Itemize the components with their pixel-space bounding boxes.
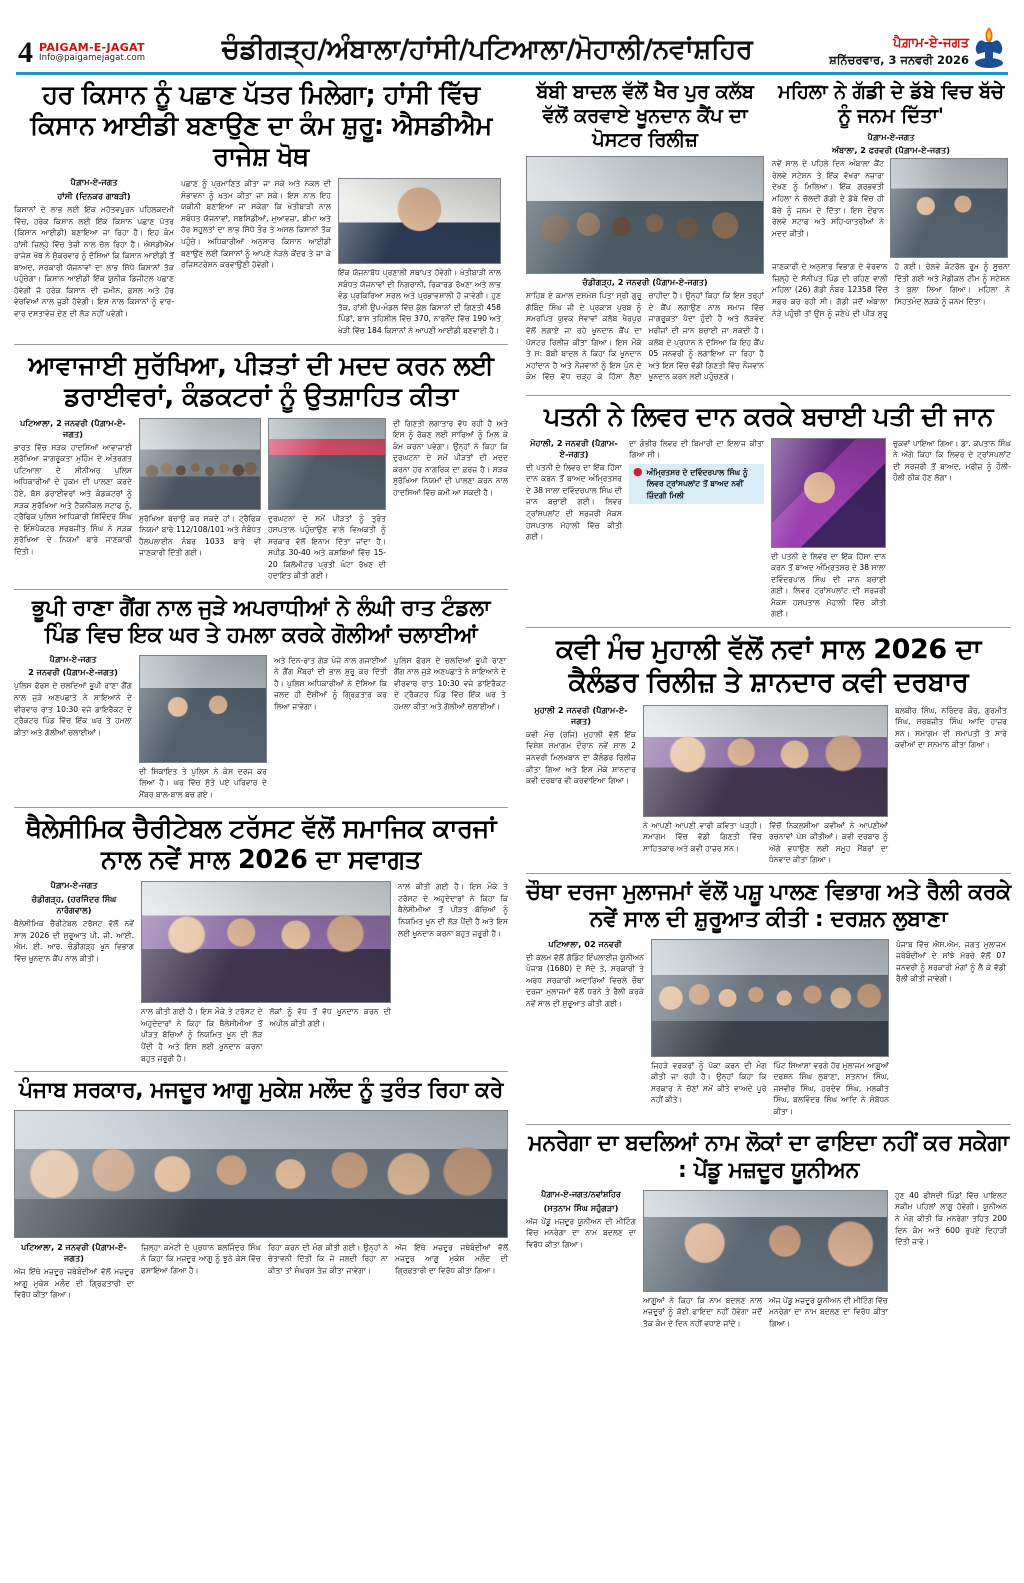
article-farmer-id xyxy=(14,80,508,337)
divider-7 xyxy=(526,873,1011,874)
body-bhupi-1: ਪੁਲਿਸ ਫੋਰਸ ਦੇ ਚਲਦਿਆਂ ਭੂਪੀ ਰਾਣਾ ਗੈਂਗ ਨਾਲ ਜੁੜੇ ਅਣਪਛਾਤੇ ਨੇ ਸ਼ਾਇਆਨੇ ਦੇ ਵੀਰਵਾਰ ਰਾਤ 10:30 ਵਜੇ ਡਾਇਰੈਕਟ ਦੇ ਟ੍ਰੈਕਟਰ ਪਿੰਡ ਵਿੱਚ ਇੱਕ ਘਰ ਤੇ ਹਮਲਾ ਕੀਤਾ ਅਤੇ ਗੋਲੀਆਂ ਚਲਾਈਆਂ। xyxy=(14,681,132,737)
photo-sdm-officer xyxy=(338,178,501,264)
body-birth-2: ਜਾਣਕਾਰੀ ਦੇ ਅਨੁਸਾਰ ਵਿਭਾਗ ਦੇ ਵੇਰਵਾਨ ਜ਼ਿਲ੍ਹੇ ਦੇ ਸੋਨੀਪਤ ਪਿੰਡ ਦੀ ਰਹਿਣ ਵਾਲੀ ਮਹਿਲਾ (26) ਗੱਡੀ ਨੰਬਰ 12358 ਵਿੱਚ ਸਫ਼ਰ ਕਰ ਰਹੀ ਸੀ। ਗੱਡੀ ਜਦੋਂ ਅੰਬਾਲਾ ਨੇੜੇ ਪਹੁੰਚੀ ਤਾਂ ਉਸ ਨੂੰ ਜਣੇਪੇ ਦੀ ਪੀੜ ਸ਼ੁਰੂ ਹੋ ਗਈ। ਰੇਲਵੇ ਕੰਟਰੋਲ ਰੂਮ ਨੂੰ ਸੂਚਨਾ ਦਿੱਤੀ ਗਈ ਅਤੇ ਮੈਡੀਕਲ ਟੀਮ ਨੂੰ ਸਟੇਸ਼ਨ ਤੇ ਬੁਲਾ ਲਿਆ ਗਿਆ। ਮਹਿਲਾ ਨੇ ਸਿਹਤਮੰਦ ਲੜਕੇ ਨੂੰ ਜਨਮ ਦਿੱਤਾ। xyxy=(772,262,1010,318)
body-mn-4: ਹੁਣ 40 ਫੀਸਦੀ ਪਿੰਡਾਂ ਵਿੱਚ ਪਾਇਲਟ ਸਕੀਮ ਪਹਿਲਾਂ ਲਾਗੂ ਹੋਵੇਗੀ। ਯੂਨੀਅਨ ਨੇ ਮੰਗ ਕੀਤੀ ਕਿ ਮਨਰੇਗਾ ਤਹਿਤ 200 ਦਿਨ ਕੰਮ ਅਤੇ 600 ਰੁਪਏ ਦਿਹਾੜੀ ਦਿੱਤੀ ਜਾਵੇ। xyxy=(895,1190,1007,1247)
body-thal-3: ਲੋਕਾਂ ਨੂੰ ਵੱਧ ਤੋਂ ਵੱਧ ਖੂਨਦਾਨ ਕਰਨ ਦੀ ਅਪੀਲ ਕੀਤੀ ਗਈ। xyxy=(269,1007,391,1028)
dateline-liver: ਮੋਹਾਲੀ, 2 ਜਨਵਰੀ (ਪੈਗ਼ਾਮ-ਏ-ਜਗਤ) xyxy=(530,437,618,459)
body-thal-4: ਨਾਲ ਕੀਤੀ ਗਈ ਹੈ। ਇਸ ਮੌਕੇ ਤੇ ਟਰੱਸਟ ਦੇ ਅਹੁਦੇਦਾਰਾਂ ਨੇ ਕਿਹਾ ਕਿ ਥੈਲੇਸੀਮੀਆ ਤੋਂ ਪੀੜਤ ਬੱਚਿਆਂ ਨੂੰ ਨਿਯਮਿਤ ਖੂਨ ਦੀ ਲੋੜ ਪੈਂਦੀ ਹੈ ਅਤੇ ਇਸ ਲਈ ਖੂਨਦਾਨ ਕਰਨਾ ਬਹੁਤ ਜ਼ਰੂਰੀ ਹੈ। xyxy=(398,882,508,938)
body-traffic-3: ਸੁਰੱਖਿਆ ਬਚਾਉ ਕਰ ਸਕਦੇ ਹਾਂ। ਟ੍ਰੈਫਿਕ ਨਿਯਮਾਂ ਬਾਰੇ 112/108/101 ਅਤੇ ਸੰਬੰਧਤ ਹੈਲਪਲਾਈਨ ਨੰਬਰ 1033 ਬਾਰੇ ਵੀ ਜਾਣਕਾਰੀ ਦਿੱਤੀ ਗਈ। xyxy=(139,513,261,558)
headline-traffic-safety: ਆਵਾਜਾਈ ਸੁਰੱਖਿਆ, ਪੀੜਤਾਂ ਦੀ ਮਦਦ ਕਰਨ ਲਈ ਡਰਾਈਵਰਾਂ, ਕੰਡਕਟਰਾਂ ਨੂੰ ਉਤਸ਼ਾਹਿਤ ਕੀਤਾ xyxy=(28,350,494,412)
photo-newborn xyxy=(890,158,1008,258)
body-fc-4: ਪੰਜਾਬ ਵਿੱਚ ਐਸ.ਐਮ. ਜਗਤ ਮੁਲਾਜਮ ਜਥੇਬੰਦੀਆਂ ਦੇ ਸਾਂਝੇ ਮੋਰਚੇ ਵੱਲੋਂ 07 ਜਨਵਰੀ ਨੂੰ ਸਰਕਾਰੀ ਮੰਗਾਂ ਨੂੰ ਲੈ ਕੇ ਵੱਡੀ ਰੈਲੀ ਕੀਤੀ ਜਾਵੇਗੀ। xyxy=(896,939,1006,984)
body-khairpur: ਸਾਹਿਬ ਏ ਕਮਾਲ ਦਸਮੇਸ਼ ਪਿਤਾ ਸ੍ਰੀ ਗੁਰੂ ਗੋਬਿੰਦ ਸਿੰਘ ਜੀ ਦੇ ਪ੍ਰਕਾਸ਼ ਪੁਰਬ ਨੂੰ ਸਮਰਪਿਤ ਯੁਵਕ ਸੇਵਾਵਾਂ ਕਲੱਬ ਖੈਰਪੁਰ ਵੱਲੋਂ ਲਗਾਏ ਜਾ ਰਹੇ ਖੂਨਦਾਨ ਕੈਂਪ ਦਾ ਪੋਸਟਰ ਰਿਲੀਜ਼ ਕੀਤਾ ਗਿਆ। ਇਸ ਮੌਕੇ ਤੇ ਸ: ਬੱਬੀ ਬਾਦਲ ਨੇ ਕਿਹਾ ਕਿ ਖੂਨਦਾਨ ਮਹਾਂਦਾਨ ਹੈ ਅਤੇ ਨੌਜਵਾਨਾਂ ਨੂੰ ਇਸ ਪੁੰਨ ਦੇ ਕੰਮ ਵਿੱਚ ਵੱਧ ਚੜ੍ਹ ਕੇ ਹਿੱਸਾ ਲੈਣਾ ਚਾਹੀਦਾ ਹੈ। ਉਨ੍ਹਾਂ ਕਿਹਾ ਕਿ ਇਸ ਤਰ੍ਹਾਂ ਦੇ ਕੈਂਪ ਲਗਾਉਣ ਨਾਲ ਸਮਾਜ ਵਿੱਚ ਜਾਗਰੂਕਤਾ ਪੈਦਾ ਹੁੰਦੀ ਹੈ ਅਤੇ ਲੋੜਵੰਦ ਮਰੀਜ਼ਾਂ ਦੀ ਜਾਨ ਬਚਾਈ ਜਾ ਸਕਦੀ ਹੈ। ਕਲੱਬ ਦੇ ਪ੍ਰਧਾਨ ਨੇ ਦੱਸਿਆ ਕਿ ਇਹ ਕੈਂਪ 05 ਜਨਵਰੀ ਨੂੰ ਲਗਾਇਆ ਜਾ ਰਿਹਾ ਹੈ ਅਤੇ ਇਸ ਵਿੱਚ ਵੱਡੀ ਗਿਣਤੀ ਵਿੱਚ ਨੌਜਵਾਨ ਖੂਨਦਾਨ ਕਰਨ ਲਈ ਪਹੁੰਚਣਗੇ। xyxy=(526,291,764,382)
masthead-right-text xyxy=(829,36,969,68)
dateline-kavi: ਮੁਹਾਲੀ 2 ਜਨਵਰੀ (ਪੈਗ਼ਾਮ-ਏ-ਜਗਤ) xyxy=(534,704,628,726)
headline-khairpur: ਬੱਬੀ ਬਾਦਲ ਵੱਲੋਂ ਖੈਰ ਪੁਰ ਕਲੱਬ ਵੱਲੋਂ ਕਰਵਾਏ ਖੂਨਦਾਨ ਕੈਂਪ ਦਾ ਪੋਸਟਰ ਰਿਲੀਜ਼ xyxy=(536,80,754,151)
masthead-divider xyxy=(16,72,1008,75)
divider-8 xyxy=(526,1124,1011,1125)
body-fc-1: ਦੀ ਕਲਮ ਵੱਲੋਂ ਗੋਡਿੰਟ ਇੰਪਲਾਈਜ਼ ਯੂਨੀਅਨ ਪੰਜਾਬ (1680) ਦੇ ਸੱਦੇ ਤੇ, ਸਰਕਾਰੀ ਤੇ ਅਰਧ ਸਰਕਾਰੀ ਅਦਾਰਿਆਂ ਵਿਚਲੇ ਚੌਥਾ ਦਰਜਾ ਮੁਲਾਜਮਾਂ ਵੱਲੋਂ ਧਰਨੇ ਤੇ ਰੈਲੀ ਕਰਕੇ ਨਵੇਂ ਸਾਲ ਦੀ ਸ਼ੁਰੂਆਤ ਕੀਤੀ ਗਈ। xyxy=(526,952,644,1008)
photo-doctor-interview xyxy=(771,438,886,548)
article-thalassemic-trust xyxy=(14,814,508,1064)
body-pg-4: ਅੱਜ ਇੱਥੇ ਮਜ਼ਦੂਰ ਜਥੇਬੰਦੀਆਂ ਵੱਲੋਂ ਮਜ਼ਦੂਰ ਆਗੂ ਮੁਕੇਸ਼ ਮਲੌਦ ਦੀ ਗ੍ਰਿਫ਼ਤਾਰੀ ਦਾ ਵਿਰੋਧ ਕੀਤਾ ਗਿਆ। xyxy=(395,1242,508,1275)
torch-logo-icon xyxy=(972,26,1006,68)
headline-birth-train: ਮਹਿਲਾ ਨੇ ਗੱਡੀ ਦੇ ਡੱਬੇ ਵਿਚ ਬੱਚੇ ਨੂੰ ਜਨਮ ਦਿੱਤਾ' xyxy=(778,80,1004,127)
body-mn-3: ਅੱਜ ਪੇਂਡੂ ਮਜ਼ਦੂਰ ਯੂਨੀਅਨ ਦੀ ਮੀਟਿੰਗ ਵਿੱਚ ਮਨਰੇਗਾ ਦਾ ਨਾਮ ਬਦਲਣ ਦਾ ਵਿਰੋਧ ਕੀਤਾ ਗਿਆ। xyxy=(769,1295,888,1328)
body-farmer-id-3: ਇੱਕ ਯੋਜਨਾਬੱਧ ਪ੍ਰਣਾਲੀ ਸਥਾਪਤ ਹੋਵੇਗੀ। ਖੇਤੀਬਾੜੀ ਨਾਲ ਸਬੰਧਤ ਯੋਜਨਾਵਾਂ ਦੀ ਨਿਗਰਾਨੀ, ਰਿਕਾਰਡ ਰੱਖਣਾ ਅਤੇ ਲਾਭ ਵੰਡ ਪ੍ਰਕਿਰਿਆ ਸਰਲ ਅਤੇ ਪ੍ਰਭਾਵਸ਼ਾਲੀ ਹੋ ਜਾਵੇਗੀ। ਹੁਣ ਤੱਕ, ਹਾਂਸੀ ਉਪ-ਮੰਡਲ ਵਿੱਚ ਕੁੱਲ ਕਿਸਾਨਾਂ ਦੀ ਗਿਣਤੀ 458 ਪਿੰਡਾਂ, ਬਾਸ ਤਹਿਸੀਲ ਵਿੱਚ 370, ਨਾਰਨੌਂਦ ਵਿੱਚ 190 ਅਤੇ ਖੇੜੀ ਵਿੱਚ 184 ਕਿਸਾਨਾਂ ਨੇ ਆਪਣੀ ਆਈਡੀ ਬਣਵਾਈ ਹੈ। xyxy=(338,268,501,335)
divider-2 xyxy=(14,589,508,590)
divider-6 xyxy=(526,627,1011,628)
body-kavi-3: ਵਿੱਚੋਂ ਨਿਕਲਸ਼ੀਆ ਕਵੀਆਂ ਨੇ ਆਪਣੀਆਂ ਰਚਨਾਵਾਂ ਪੇਸ਼ ਕੀਤੀਆਂ। ਕਵੀ ਦਰਬਾਰ ਨੂੰ ਅੱਗੇ ਵਧਾਉਣ ਲਈ ਸਮੂਹ ਮੈਂਬਰਾਂ ਦਾ ਧੰਨਵਾਦ ਕੀਤਾ ਗਿਆ। xyxy=(769,820,888,865)
publication-date: ਸ਼ਨਿੱਚਰਵਾਰ, 3 ਜਨਵਰੀ 2026 xyxy=(829,53,969,68)
dateline-manrega: (ਸਤਨਾਮ ਸਿੰਘ ਸਹੁੰਗੜਾ) xyxy=(543,1202,619,1213)
body-traffic-4: ਦੁਰਘਟਨਾ ਦੇ ਸਮੇਂ ਪੀੜਤਾਂ ਨੂੰ ਤੁਰੰਤ ਹਸਪਤਾਲ ਪਹੁੰਚਾਉਣ ਵਾਲੇ ਵਿਅਕਤੀ ਨੂੰ ਸਰਕਾਰ ਵੱਲੋਂ ਇਨਾਮ ਦਿੱਤਾ ਜਾਂਦਾ ਹੈ। ਸਪੀਡ 30-40 ਅਤੇ ਕਸਬਿਆਂ ਵਿੱਚ 15-20 ਕਿਲੋਮੀਟਰ ਪ੍ਰਤੀ ਘੰਟਾ ਰੱਖਣ ਦੀ ਹਦਾਇਤ ਕੀਤੀ ਗਈ। xyxy=(268,513,386,581)
body-traffic-2: ਦੀ ਗਿਣਤੀ ਲਗਾਤਾਰ ਵੱਧ ਰਹੀ ਹੈ ਅਤੇ ਇਸ ਨੂੰ ਰੋਕਣ ਲਈ ਸਾਰਿਆਂ ਨੂੰ ਮਿਲ ਕੇ ਕੰਮ ਕਰਨਾ ਪਵੇਗਾ। ਉਨ੍ਹਾਂ ਨੇ ਕਿਹਾ ਕਿ ਦੁਰਘਟਨਾ ਦੇ ਸਮੇਂ ਪੀੜਤਾਂ ਦੀ ਮਦਦ ਕਰਨਾ ਹਰ ਨਾਗਰਿਕ ਦਾ ਫ਼ਰਜ਼ ਹੈ। ਸੜਕ ਸੁਰੱਖਿਆ ਨਿਯਮਾਂ ਦੀ ਪਾਲਣਾ ਕਰਨ ਨਾਲ ਹਾਦਸਿਆਂ ਵਿੱਚ ਕਮੀ ਆ ਸਕਦੀ ਹੈ। xyxy=(393,418,508,497)
divider-5 xyxy=(526,395,1011,396)
divider-4 xyxy=(14,1071,508,1072)
article-punjab-govt xyxy=(14,1078,508,1301)
headline-punjab-govt: ਪੰਜਾਬ ਸਰਕਾਰ, ਮਜਦੂਰ ਆਗੂ ਮੁਕੇਸ਼ ਮਲੌਦ ਨੂੰ ਤੁਰੰਤ ਰਿਹਾ ਕਰੇ xyxy=(19,1078,503,1104)
body-bhupi-2: ਦੀ ਸ਼ਿਕਾਇਤ ਤੇ ਪੁਲਿਸ ਨੇ ਕੇਸ ਦਰਜ ਕਰ ਲਿਆ ਹੈ। ਘਰ ਵਿੱਚ ਸੁੱਤੇ ਪਏ ਪਰਿਵਾਰ ਦੇ ਮੈਂਬਰ ਬਾਲ-ਬਾਲ ਬਚ ਗਏ। xyxy=(139,766,267,799)
byline-manrega: ਪੈਗ਼ਾਮ-ਏ-ਜਗਤ/ਨਵਾਂਸ਼ਹਿਰ xyxy=(541,1189,621,1199)
body-liver-3: ਚੁਕਵਾਂ ਪਾਇਆ ਗਿਆ। ਡਾ. ਕਪਤਾਨ ਸਿੰਘ ਨੇ ਅੱਗੇ ਕਿਹਾ ਕਿ ਲਿਵਰ ਦੇ ਟ੍ਰਾਂਸਪਲਾਂਟ ਦੀ ਸਰਜਰੀ ਤੋਂ ਬਾਅਦ, ਮਰੀਜ਼ ਨੂੰ ਹੌਲੀ-ਹੌਲੀ ਠੀਕ ਹੋਣ ਲੱਗਾ। xyxy=(893,438,1011,483)
article-kavi-manch xyxy=(526,634,1011,866)
brand-name-english: PAIGAM-E-JAGAT xyxy=(39,40,145,54)
body-bhupi-3: ਅਤੇ ਦਿਨ-ਰਾਤ ਗੇੜ ਪੰਜੇ ਨਾਲ ਗਜਾਈਆਂ ਨੇ ਗੈਂਗ ਮੈਂਬਰਾਂ ਦੀ ਭਾਲ ਸ਼ੁਰੂ ਕਰ ਦਿੱਤੀ ਹੈ। ਪੁਲਿਸ ਅਧਿਕਾਰੀਆਂ ਨੇ ਦੱਸਿਆ ਕਿ ਜਲਦ ਹੀ ਦੋਸ਼ੀਆਂ ਨੂੰ ਗ੍ਰਿਫ਼ਤਾਰ ਕਰ ਲਿਆ ਜਾਵੇਗਾ। xyxy=(274,655,387,711)
callout-text: ਅੰਮ੍ਰਿਤਸਰ ਦੇ ਦਵਿੰਦਰਪਾਲ ਸਿੰਘ ਨੂੰ ਲਿਵਰ ਟ੍ਰਾਂਸਪਲਾਂਟ ਤੋਂ ਬਾਅਦ ਨਵੀਂ ਜ਼ਿੰਦਗੀ ਮਿਲੀ xyxy=(646,467,748,500)
byline-thalassemic: ਪੈਗ਼ਾਮ-ਏ-ਜਗਤ xyxy=(50,881,98,891)
body-farmer-id-1: ਕਿਸਾਨਾਂ ਦੇ ਲਾਭ ਲਈ ਇੱਕ ਮਹੱਤਵਪੂਰਨ ਪਹਿਲਕਦਮੀ ਵਿੱਚ, ਹਰੇਕ ਕਿਸਾਨ ਲਈ ਇੱਕ ਕਿਸਾਨ ਪਛਾਣ ਪੱਤਰ (ਕਿਸਾਨ ਆਈਡੀ) ਬਣਾਇਆ ਜਾ ਰਿਹਾ ਹੈ। ਇਹ ਕੰਮ ਹਾਂਸੀ ਜ਼ਿਲ੍ਹੇ ਵਿੱਚ ਤੇਜ਼ੀ ਨਾਲ ਚੱਲ ਰਿਹਾ ਹੈ। ਐਸਡੀਐਮ ਰਾਜੇਸ਼ ਖੋਥ ਨੇ ਸ਼ੁੱਕਰਵਾਰ ਨੂੰ ਦੱਸਿਆ ਕਿ ਕਿਸਾਨ ਆਈਡੀ ਤੋਂ ਬਾਅਦ, ਸਰਕਾਰੀ ਯੋਜਨਾਵਾਂ ਦਾ ਲਾਭ ਸਿੱਧੇ ਕਿਸਾਨਾਂ ਤੱਕ ਪਹੁੰਚੇਗਾ। ਕਿਸਾਨ ਆਈਡੀ ਇੱਕ ਯੂਨੀਕ ਡਿਜੀਟਲ ਪਛਾਣ ਹੋਵੇਗੀ ਜੋ ਹਰੇਕ ਕਿਸਾਨ ਦੀ ਜ਼ਮੀਨ, ਫ਼ਸਲ ਅਤੇ ਹੋਰ ਵੇਰਵਿਆਂ ਨਾਲ ਜੁੜੀ ਹੋਵੇਗੀ। ਇਸ ਨਾਲ ਕਿਸਾਨਾਂ ਨੂੰ ਵਾਰ-ਵਾਰ ਦਸਤਾਵੇਜ਼ ਦੇਣ ਦੀ ਲੋੜ ਨਹੀਂ ਪਵੇਗੀ। xyxy=(14,205,174,318)
body-pg-2: ਜ਼ਿਲ੍ਹਾ ਕਮੇਟੀ ਦੇ ਪ੍ਰਧਾਨ ਬਲਜਿੰਦਰ ਸਿੰਘ ਨੇ ਕਿਹਾ ਕਿ ਮਜ਼ਦੂਰ ਆਗੂ ਨੂੰ ਝੂਠੇ ਕੇਸ ਵਿੱਚ ਫਸਾਇਆ ਗਿਆ ਹੈ। xyxy=(141,1242,261,1275)
headline-thalassemic: ਥੈਲੇਸੀਮਿਕ ਚੈਰੀਟੇਬਲ ਟਰੱਸਟ ਵੱਲੋਂ ਸਮਾਜਿਕ ਕਾਰਜਾਂ ਨਾਲ ਨਵੇਂ ਸਾਲ 2026 ਦਾ ਸਵਾਗਤ xyxy=(25,814,497,876)
byline-farmer-id: ਪੈਗ਼ਾਮ-ਏ-ਜਗਤ xyxy=(70,178,118,188)
callout-liver-highlight xyxy=(629,464,764,504)
headline-kavi-manch: ਕਵੀ ਮੰਚ ਮੁਹਾਲੀ ਵੱਲੋਂ ਨਵਾਂ ਸਾਲ 2026 ਦਾ ਕੈਲੰਡਰ ਰਿਲੀਜ਼ ਤੇ ਸ਼ਾਨਦਾਰ ਕਵੀ ਦਰਬਾਰ xyxy=(556,633,981,698)
photo-labour-protest xyxy=(14,1110,508,1238)
masthead xyxy=(14,10,1010,68)
article-fourth-class-employees xyxy=(526,880,1011,1117)
paper-name-punjabi: ਪੈਗ਼ਾਮ-ਏ-ਜਗਤ xyxy=(893,36,969,52)
headline-bhupi-rana: ਭੂਪੀ ਰਾਣਾ ਗੈਂਗ ਨਾਲ ਜੁੜੇ ਅਪਰਾਧੀਆਂ ਨੇ ਲੰਘੀ ਰਾਤ ਟੰਡਲਾ ਪਿੰਡ ਵਿਚ ਇਕ ਘਰ ਤੇ ਹਮਲਾ ਕਰਕੇ ਗੋਲੀਆਂ ਚਲਾਈਆਂ xyxy=(32,595,490,648)
headline-liver-donation: ਪਤਨੀ ਨੇ ਲਿਵਰ ਦਾਨ ਕਰਕੇ ਬਚਾਈ ਪਤੀ ਦੀ ਜਾਨ xyxy=(543,401,993,432)
body-pg-1: ਅੱਜ ਇੱਥੇ ਮਜ਼ਦੂਰ ਜਥੇਬੰਦੀਆਂ ਵੱਲੋਂ ਮਜ਼ਦੂਰ ਆਗੂ ਮੁਕੇਸ਼ ਮਲੌਦ ਦੀ ਗ੍ਰਿਫ਼ਤਾਰੀ ਦਾ ਵਿਰੋਧ ਕੀਤਾ ਗਿਆ। xyxy=(14,1267,134,1300)
photo-crime-scene xyxy=(139,655,267,763)
left-column xyxy=(14,80,508,1570)
article-traffic-safety xyxy=(14,351,508,582)
body-bhupi-4: ਪੁਲਿਸ ਫੋਰਸ ਦੇ ਚਲਦਿਆਂ ਭੂਪੀ ਰਾਣਾ ਗੈਂਗ ਨਾਲ ਜੁੜੇ ਅਣਪਛਾਤੇ ਨੇ ਸ਼ਾਇਆਨੇ ਦੇ ਵੀਰਵਾਰ ਰਾਤ 10:30 ਵਜੇ ਡਾਇਰੈਕਟ ਦੇ ਟ੍ਰੈਕਟਰ ਪਿੰਡ ਵਿੱਚ ਇੱਕ ਘਰ ਤੇ ਹਮਲਾ ਕੀਤਾ ਅਤੇ ਗੋਲੀਆਂ ਚਲਾਈਆਂ। xyxy=(394,655,507,711)
article-bhupi-rana xyxy=(14,596,508,800)
body-fc-2: ਜਿਹੜੇ ਵਰਕਰਾਂ ਨੂੰ ਪੱਕਾ ਕਰਨ ਦੀ ਮੰਗ ਕੀਤੀ ਜਾ ਰਹੀ ਹੈ। ਉਨ੍ਹਾਂ ਕਿਹਾ ਕਿ ਸਰਕਾਰ ਨੇ ਚੋਣਾਂ ਸਮੇਂ ਕੀਤੇ ਵਾਅਦੇ ਪੂਰੇ ਨਹੀਂ ਕੀਤੇ। xyxy=(651,1060,767,1105)
article-manrega xyxy=(526,1131,1011,1329)
article-khairpur-blood-camp xyxy=(526,80,764,383)
headline-farmer-id: ਹਰ ਕਿਸਾਨ ਨੂੰ ਪਛਾਣ ਪੱਤਰ ਮਿਲੇਗਾ; ਹਾਂਸੀ ਵਿੱਚ ਕਿਸਾਨ ਆਈਡੀ ਬਣਾਉਣ ਦਾ ਕੰਮ ਸ਼ੁਰੂ: ਐਸਡੀਐਮ ਰਾਜੇਸ਼ ਖੋਥ xyxy=(30,80,492,173)
body-mn-1: ਅੱਜ ਪੇਂਡੂ ਮਜ਼ਦੂਰ ਯੂਨੀਅਨ ਦੀ ਮੀਟਿੰਗ ਵਿੱਚ ਮਨਰੇਗਾ ਦਾ ਨਾਮ ਬਦਲਣ ਦਾ ਵਿਰੋਧ ਕੀਤਾ ਗਿਆ। xyxy=(526,1216,636,1249)
photo-calendar-release xyxy=(643,705,888,817)
bullet-point-icon: ● xyxy=(633,464,643,478)
photo-employee-rally xyxy=(651,939,889,1057)
divider-1 xyxy=(14,344,508,345)
right-column xyxy=(526,80,1011,1570)
body-kavi-2: ਨੇ ਆਪਣੀ ਆਪਣੀ ਵਾਰੀ ਕਵਿਤਾ ਪੜ੍ਹੀ। ਸਮਾਗਮ ਵਿੱਚ ਵੱਡੀ ਗਿਣਤੀ ਵਿੱਚ ਸਾਹਿਤਕਾਰ ਅਤੇ ਕਵੀ ਹਾਜ਼ਰ ਸਨ। xyxy=(643,820,762,853)
byline-birth-train: ਪੈਗ਼ਾਮ-ਏ-ਜਗਤ xyxy=(867,132,915,142)
dateline-thalassemic: ਚੰਡੀਗੜ੍ਹ, (ਹਰਜਿੰਦਰ ਸਿੰਘ ਨਾਰੰਗਵਾਲ) xyxy=(31,894,117,916)
body-pg-3: ਰਿਹਾ ਕਰਨ ਦੀ ਮੰਗ ਕੀਤੀ ਗਈ। ਉਨ੍ਹਾਂ ਨੇ ਚੇਤਾਵਨੀ ਦਿੱਤੀ ਕਿ ਜੇ ਜਲਦੀ ਰਿਹਾ ਨਾ ਕੀਤਾ ਤਾਂ ਸੰਘਰਸ਼ ਤੇਜ਼ ਕੀਤਾ ਜਾਵੇਗਾ। xyxy=(268,1242,388,1275)
dateline-fourth-class: ਪਟਿਆਲਾ, 02 ਜਨਵਰੀ xyxy=(548,938,622,949)
dateline-punjab-govt: ਪਟਿਆਲਾ, 2 ਜਨਵਰੀ (ਪੈਗ਼ਾਮ-ਏ-ਜਗਤ) xyxy=(21,1241,127,1263)
top-right-stories xyxy=(526,80,1011,390)
edition-list: ਚੰਡੀਗੜ੍ਹ/ਅੰਬਾਲਾ/ਹਾਂਸੀ/ਪਟਿਆਲਾ/ਮੋਹਾਲੀ/ਨਵਾਂਸ਼ਹਿਰ xyxy=(221,34,753,65)
divider-3 xyxy=(14,807,508,808)
masthead-brand-block xyxy=(39,42,145,64)
photo-union-meeting xyxy=(643,1190,888,1292)
page-number: 4 xyxy=(18,36,33,69)
headline-manrega: ਮਨਰੇਗਾ ਦਾ ਬਦਲਿਆਂ ਨਾਮ ਲੋਕਾਂ ਦਾ ਫਾਇਦਾ ਨਹੀਂ ਕਰ ਸਕੇਗਾ : ਪੇਂਡੂ ਮਜ਼ਦੂਰ ਯੂਨੀਅਨ xyxy=(528,1131,1009,1184)
contact-email: Info@paigamejagat.com xyxy=(39,53,146,64)
page-columns xyxy=(14,80,1010,1570)
dateline-bhupi: 2 ਜਨਵਰੀ (ਪੈਗ਼ਾਮ-ਏ-ਜਗਤ) xyxy=(28,667,118,678)
body-liver-4: ਦੀ ਪਤਨੀ ਦੇ ਲਿਵਰ ਦਾ ਇੱਕ ਹਿੱਸਾ ਦਾਨ ਕਰਨ ਤੋਂ ਬਾਅਦ ਅੰਮ੍ਰਿਤਸਰ ਦੇ 38 ਸਾਲਾ ਦਵਿੰਦਰਪਾਲ ਸਿੰਘ ਦੀ ਜਾਨ ਬਚਾਈ ਗਈ। ਲਿਵਰ ਟ੍ਰਾਂਸਪਲਾਂਟ ਦੀ ਸਰਜਰੀ ਮੈਕਸ ਹਸਪਤਾਲ ਮੋਹਾਲੀ ਵਿੱਚ ਕੀਤੀ ਗਈ। xyxy=(771,551,886,619)
photo-poster-release xyxy=(526,156,764,274)
headline-fourth-class: ਚੌਥਾ ਦਰਜਾ ਮੁਲਾਜਮਾਂ ਵੱਲੋਂ ਪਸ਼ੂ ਪਾਲਣ ਵਿਭਾਗ ਅਤੇ ਰੈਲੀ ਕਰਕੇ ਨਵੇਂ ਸਾਲ ਦੀ ਸ਼ੁਰੂਆਤ ਕੀਤੀ : ਦਰਸ਼ਨ ਲੁਬਾਣਾ xyxy=(526,879,1011,932)
dateline-farmer-id: ਹਾਂਸੀ (ਦਿਨਕਰ ਗਾਬੜੀ) xyxy=(57,191,131,202)
body-farmer-id-2: ਪਛਾਣ ਨੂੰ ਪ੍ਰਮਾਣਿਤ ਕੀਤਾ ਜਾ ਸਕੇ ਅਤੇ ਨਕਲ ਦੀ ਸੰਭਾਵਨਾ ਨੂੰ ਖ਼ਤਮ ਕੀਤਾ ਜਾ ਸਕੇ। ਇਸ ਨਾਲ ਇਹ ਯਕੀਨੀ ਬਣਾਇਆ ਜਾ ਸਕੇਗਾ ਕਿ ਖੇਤੀਬਾੜੀ ਨਾਲ ਸਬੰਧਤ ਯੋਜਨਾਵਾਂ, ਸਬਸਿਡੀਆਂ, ਮੁਆਵਜ਼ਾ, ਬੀਮਾ ਅਤੇ ਹੋਰ ਸਹੂਲਤਾਂ ਦਾ ਲਾਭ ਸਿੱਧੇ ਤੌਰ ਤੇ ਅਸਲ ਕਿਸਾਨਾਂ ਤੱਕ ਪਹੁੰਚੇ। ਅਧਿਕਾਰੀਆਂ ਅਨੁਸਾਰ ਕਿਸਾਨ ਆਈਡੀ ਬਣਾਉਣ ਲਈ ਕਿਸਾਨਾਂ ਨੂੰ ਆਪਣੇ ਨੇੜਲੇ ਕੇਂਦਰ ਤੇ ਜਾ ਕੇ ਰਜਿਸਟਰੇਸ਼ਨ ਕਰਵਾਉਣੀ ਹੋਵੇਗੀ। xyxy=(181,179,331,270)
body-kavi-1: ਕਵੀ ਮੰਚ (ਰਜਿ) ਮੁਹਾਲੀ ਵੱਲੋਂ ਇੱਕ ਵਿਸ਼ੇਸ਼ ਸਮਾਗਮ ਦੌਰਾਨ ਨਵੇਂ ਸਾਲ 2 ਜਨਵਰੀ ਮਿਲਖਬਾਨ ਦਾ ਕੈਲੰਡਰ ਰਿਲੀਜ਼ ਕੀਤਾ ਗਿਆ ਅਤੇ ਇਸ ਮੌਕੇ ਸ਼ਾਨਦਾਰ ਕਵੀ ਦਰਬਾਰ ਵੀ ਕਰਵਾਇਆ ਗਿਆ। xyxy=(526,729,636,786)
body-fc-3: ਪਿੰਟ ਸਿਆਸਾ ਵਰਗੇ ਹੋਰ ਮੁਲਾਜਮ ਆਗੂਆਂ ਦਰਸ਼ਨ ਸਿੰਘ ਲੁਬਾਣਾ, ਸਤਨਾਮ ਸਿੰਘ, ਜਸਵੀਰ ਸਿੰਘ, ਹਰਦੇਵ ਸਿੰਘ, ਮਲਕੀਤ ਸਿੰਘ, ਬਲਵਿੰਦਰ ਸਿੰਘ ਆਦਿ ਨੇ ਸੰਬੋਧਨ ਕੀਤਾ। xyxy=(773,1060,889,1116)
photo-trust-event xyxy=(141,881,391,1003)
dateline-birth-train: ਅੰਬਾਲਾ, 2 ਫਰਵਰੀ (ਪੈਗ਼ਾਮ-ਏ-ਜਗਤ) xyxy=(831,145,951,156)
body-thal-2: ਨਾਲ ਕੀਤੀ ਗਈ ਹੈ। ਇਸ ਮੌਕੇ ਤੇ ਟਰੱਸਟ ਦੇ ਅਹੁਦੇਦਾਰਾਂ ਨੇ ਕਿਹਾ ਕਿ ਥੈਲੇਸੀਮੀਆ ਤੋਂ ਪੀੜਤ ਬੱਚਿਆਂ ਨੂੰ ਨਿਯਮਿਤ ਖੂਨ ਦੀ ਲੋੜ ਪੈਂਦੀ ਹੈ ਅਤੇ ਇਸ ਲਈ ਖੂਨਦਾਨ ਕਰਨਾ ਬਹੁਤ ਜ਼ਰੂਰੀ ਹੈ। xyxy=(141,1007,263,1063)
body-liver-1: ਦੀ ਪਤਨੀ ਦੇ ਲਿਵਰ ਦਾ ਇੱਕ ਹਿੱਸਾ ਦਾਨ ਕਰਨ ਤੋਂ ਬਾਅਦ ਅੰਮ੍ਰਿਤਸਰ ਦੇ 38 ਸਾਲਾ ਦਵਿੰਦਰਪਾਲ ਸਿੰਘ ਦੀ ਜਾਨ ਬਚਾਈ ਗਈ। ਲਿਵਰ ਟ੍ਰਾਂਸਪਲਾਂਟ ਦੀ ਸਰਜਰੀ ਮੈਕਸ ਹਸਪਤਾਲ ਮੋਹਾਲੀ ਵਿੱਚ ਕੀਤੀ ਗਈ। xyxy=(526,462,622,542)
body-birth-1: ਨਵੇਂ ਸਾਲ ਦੇ ਪਹਿਲੇ ਦਿਨ ਅੰਬਾਲਾ ਕੈਂਟ ਰੇਲਵੇ ਸਟੇਸ਼ਨ ਤੇ ਇੱਕ ਵੱਖਰਾ ਨਜ਼ਾਰਾ ਦੇਖਣ ਨੂੰ ਮਿਲਿਆ। ਇੱਕ ਗਰਭਵਤੀ ਮਹਿਲਾ ਨੇ ਚੱਲਦੀ ਗੱਡੀ ਦੇ ਡੱਬੇ ਵਿੱਚ ਹੀ ਬੱਚੇ ਨੂੰ ਜਨਮ ਦੇ ਦਿੱਤਾ। ਇਸ ਦੌਰਾਨ ਰੇਲਵੇ ਸਟਾਫ ਅਤੇ ਸਹਿ-ਯਾਤਰੀਆਂ ਨੇ ਮਦਦ ਕੀਤੀ। xyxy=(772,159,884,238)
dateline-khairpur: ਚੰਡੀਗੜ੍ਹ, 2 ਜਨਵਰੀ (ਪੈਗ਼ਾਮ-ਏ-ਜਗਤ) xyxy=(582,277,708,288)
article-birth-on-train xyxy=(772,80,1010,383)
article-liver-donation xyxy=(526,402,1011,620)
byline-bhupi: ਪੈਗ਼ਾਮ-ਏ-ਜਗਤ xyxy=(49,654,97,664)
masthead-left xyxy=(18,38,145,68)
body-kavi-4: ਬਲਬੀਰ ਸਿੰਘ, ਨਰਿੰਦਰ ਕੌਰ, ਗੁਰਮੀਤ ਸਿੰਘ, ਸਰਬਜੀਤ ਸਿੰਘ ਆਦਿ ਹਾਜ਼ਰ ਸਨ। ਸਮਾਗਮ ਦੀ ਸਮਾਪਤੀ ਤੇ ਸਾਰੇ ਕਵੀਆਂ ਦਾ ਸਨਮਾਨ ਕੀਤਾ ਗਿਆ। xyxy=(895,705,1007,750)
body-traffic-1: ਭਾਰਤ ਵਿੱਚ ਸੜਕ ਹਾਦਸਿਆਂ ਆਵਾਜਾਈ ਸੁਰੱਖਿਆ ਜਾਗਰੂਕਤਾ ਮੁਹਿੰਮ ਦੇ ਅੰਤਰਗਤ ਪਟਿਆਲਾ ਦੇ ਸੀਨੀਅਰ ਪੁਲਿਸ ਅਧਿਕਾਰੀਆਂ ਦੇ ਹੁਕਮ ਦੀ ਪਾਲਣਾ ਕਰਦੇ ਹੋਏ, ਬੱਸ ਡਰਾਈਵਰਾਂ ਅਤੇ ਕੰਡਕਟਰਾਂ ਨੂੰ ਸੜਕ ਸੁਰੱਖਿਆ ਅਤੇ ਟੈਕਨੀਕਲ ਸਟਾਫ ਨੂੰ, ਟ੍ਰੈਫਿਕ ਪੁਲਿਸ ਆਧਿਕਾਰੀ ਸ਼ਿਵਿੰਦਰ ਸਿੰਘ ਦੇ ਇੰਸਪੈਕਟਰ ਸਰਬਜੀਤ ਸਿੰਘ ਨੇ ਸੜਕ ਸੁਰੱਖਿਆ ਦੇ ਨਿਯਮਾਂ ਬਾਰੇ ਜਾਣਕਾਰੀ ਦਿੱਤੀ। xyxy=(14,442,132,556)
photo-traffic-awareness xyxy=(139,418,261,510)
masthead-right xyxy=(829,26,1006,68)
photo-traffic-banner xyxy=(268,418,386,510)
body-liver-2: ਦਾ ਗੰਭੀਰ ਲਿਵਰ ਦੀ ਬਿਮਾਰੀ ਦਾ ਇਲਾਜ ਕੀਤਾ ਗਿਆ ਸੀ। xyxy=(629,438,764,460)
body-mn-2: ਆਗੂਆਂ ਨੇ ਕਿਹਾ ਕਿ ਨਾਮ ਬਦਲਣ ਨਾਲ ਮਜ਼ਦੂਰਾਂ ਨੂੰ ਕੋਈ ਫਾਇਦਾ ਨਹੀਂ ਹੋਵੇਗਾ ਜਦੋਂ ਤੱਕ ਕੰਮ ਦੇ ਦਿਨ ਨਹੀਂ ਵਧਾਏ ਜਾਂਦੇ। xyxy=(643,1295,762,1328)
dateline-traffic: ਪਟਿਆਲਾ, 2 ਜਨਵਰੀ (ਪੈਗ਼ਾਮ-ਏ-ਜਗਤ) xyxy=(20,417,126,439)
body-thal-1: ਥੈਲੇਸੀਮਿਕ ਚੈਰੀਟੇਬਲ ਟਰੱਸਟ ਵੱਲੋਂ ਨਵੇਂ ਸਾਲ 2026 ਦੀ ਸ਼ੁਰੂਆਤ ਪੀ. ਜੀ. ਆਈ. ਐਮ. ਈ. ਆਰ. ਚੰਡੀਗੜ੍ਹ ਖੂਨ ਵਿਭਾਗ ਵਿੱਚ ਖ਼ੂਨਦਾਨ ਕੈਂਪ ਨਾਲ ਕੀਤੀ। xyxy=(14,919,134,963)
